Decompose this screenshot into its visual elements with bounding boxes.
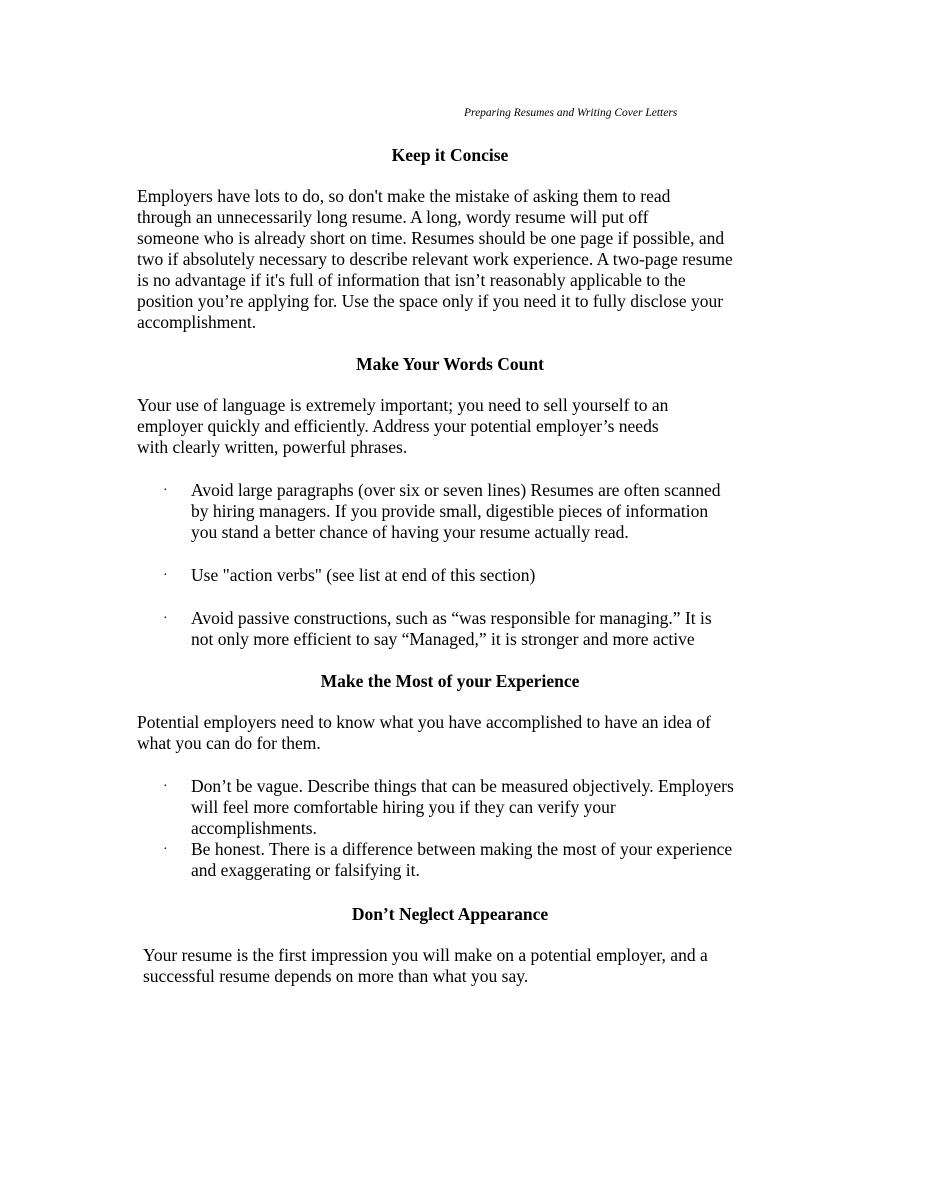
paragraph-line: with clearly written, powerful phrases.: [137, 437, 408, 457]
bullet-line: will feel more comfortable hiring you if they can verify your: [191, 797, 616, 817]
paragraph-line: accomplishment.: [137, 312, 257, 332]
bullet-marker: ·: [163, 568, 168, 583]
bullet-line: not only more efficient to say “Managed,” it is stronger and more active: [191, 629, 695, 649]
paragraph-line: is no advantage if it's full of information that isn’t reasonably applicable to the: [137, 270, 686, 290]
bullet-marker: ·: [163, 779, 168, 794]
paragraph-line: through an unnecessarily long resume. A long, wordy resume will put off: [137, 207, 649, 227]
section-heading-appearance: Don’t Neglect Appearance: [351, 904, 549, 924]
bullet-line: by hiring managers. If you provide small, digestible pieces of information: [191, 501, 709, 521]
bullet-line: and exaggerating or falsifying it.: [191, 860, 420, 880]
paragraph-line: employer quickly and efficiently. Address your potential employer’s needs: [137, 416, 659, 436]
bullet-marker: ·: [163, 483, 168, 498]
section-heading-concise: Keep it Concise: [391, 145, 509, 165]
bullet-marker: ·: [163, 842, 168, 857]
paragraph-line: what you can do for them.: [137, 733, 321, 753]
section-heading-experience: Make the Most of your Experience: [320, 671, 580, 691]
bullet-line: Don’t be vague. Describe things that can be measured objectively. Employers: [191, 776, 734, 796]
paragraph-line: Employers have lots to do, so don't make the mistake of asking them to read: [137, 186, 671, 206]
bullet-line: you stand a better chance of having your resume actually read.: [191, 522, 629, 542]
paragraph-words: [137, 395, 668, 458]
paragraph-line: successful resume depends on more than what you say.: [143, 966, 529, 986]
paragraph-line: Your use of language is extremely important; you need to sell yourself to an: [137, 395, 669, 415]
paragraph-line: two if absolutely necessary to describe relevant work experience. A two-page resume: [137, 249, 733, 269]
section-heading-words: Make Your Words Count: [356, 354, 544, 374]
paragraph-line: Potential employers need to know what you have accomplished to have an idea of: [137, 712, 711, 732]
paragraph-line: someone who is already short on time. Resumes should be one page if possible, and: [137, 228, 725, 248]
bullet-line: Avoid large paragraphs (over six or seven lines) Resumes are often scanned: [191, 480, 721, 500]
paragraph-concise: [137, 186, 733, 333]
paragraph-appearance: [143, 945, 708, 987]
bullet-line: Avoid passive constructions, such as “was responsible for managing.” It is: [191, 608, 712, 628]
bullet-line: Use "action verbs" (see list at end of this section): [191, 565, 536, 585]
paragraph-line: position you’re applying for. Use the space only if you need it to fully disclose your: [137, 291, 724, 311]
bullet-line: accomplishments.: [191, 818, 317, 838]
bullet-line: Be honest. There is a difference between making the most of your experience: [191, 839, 733, 859]
running-header: Preparing Resumes and Writing Cover Letters: [464, 107, 678, 119]
bullet-marker: ·: [163, 611, 168, 626]
paragraph-experience: [137, 712, 711, 754]
paragraph-line: Your resume is the first impression you will make on a potential employer, and a: [143, 945, 708, 965]
